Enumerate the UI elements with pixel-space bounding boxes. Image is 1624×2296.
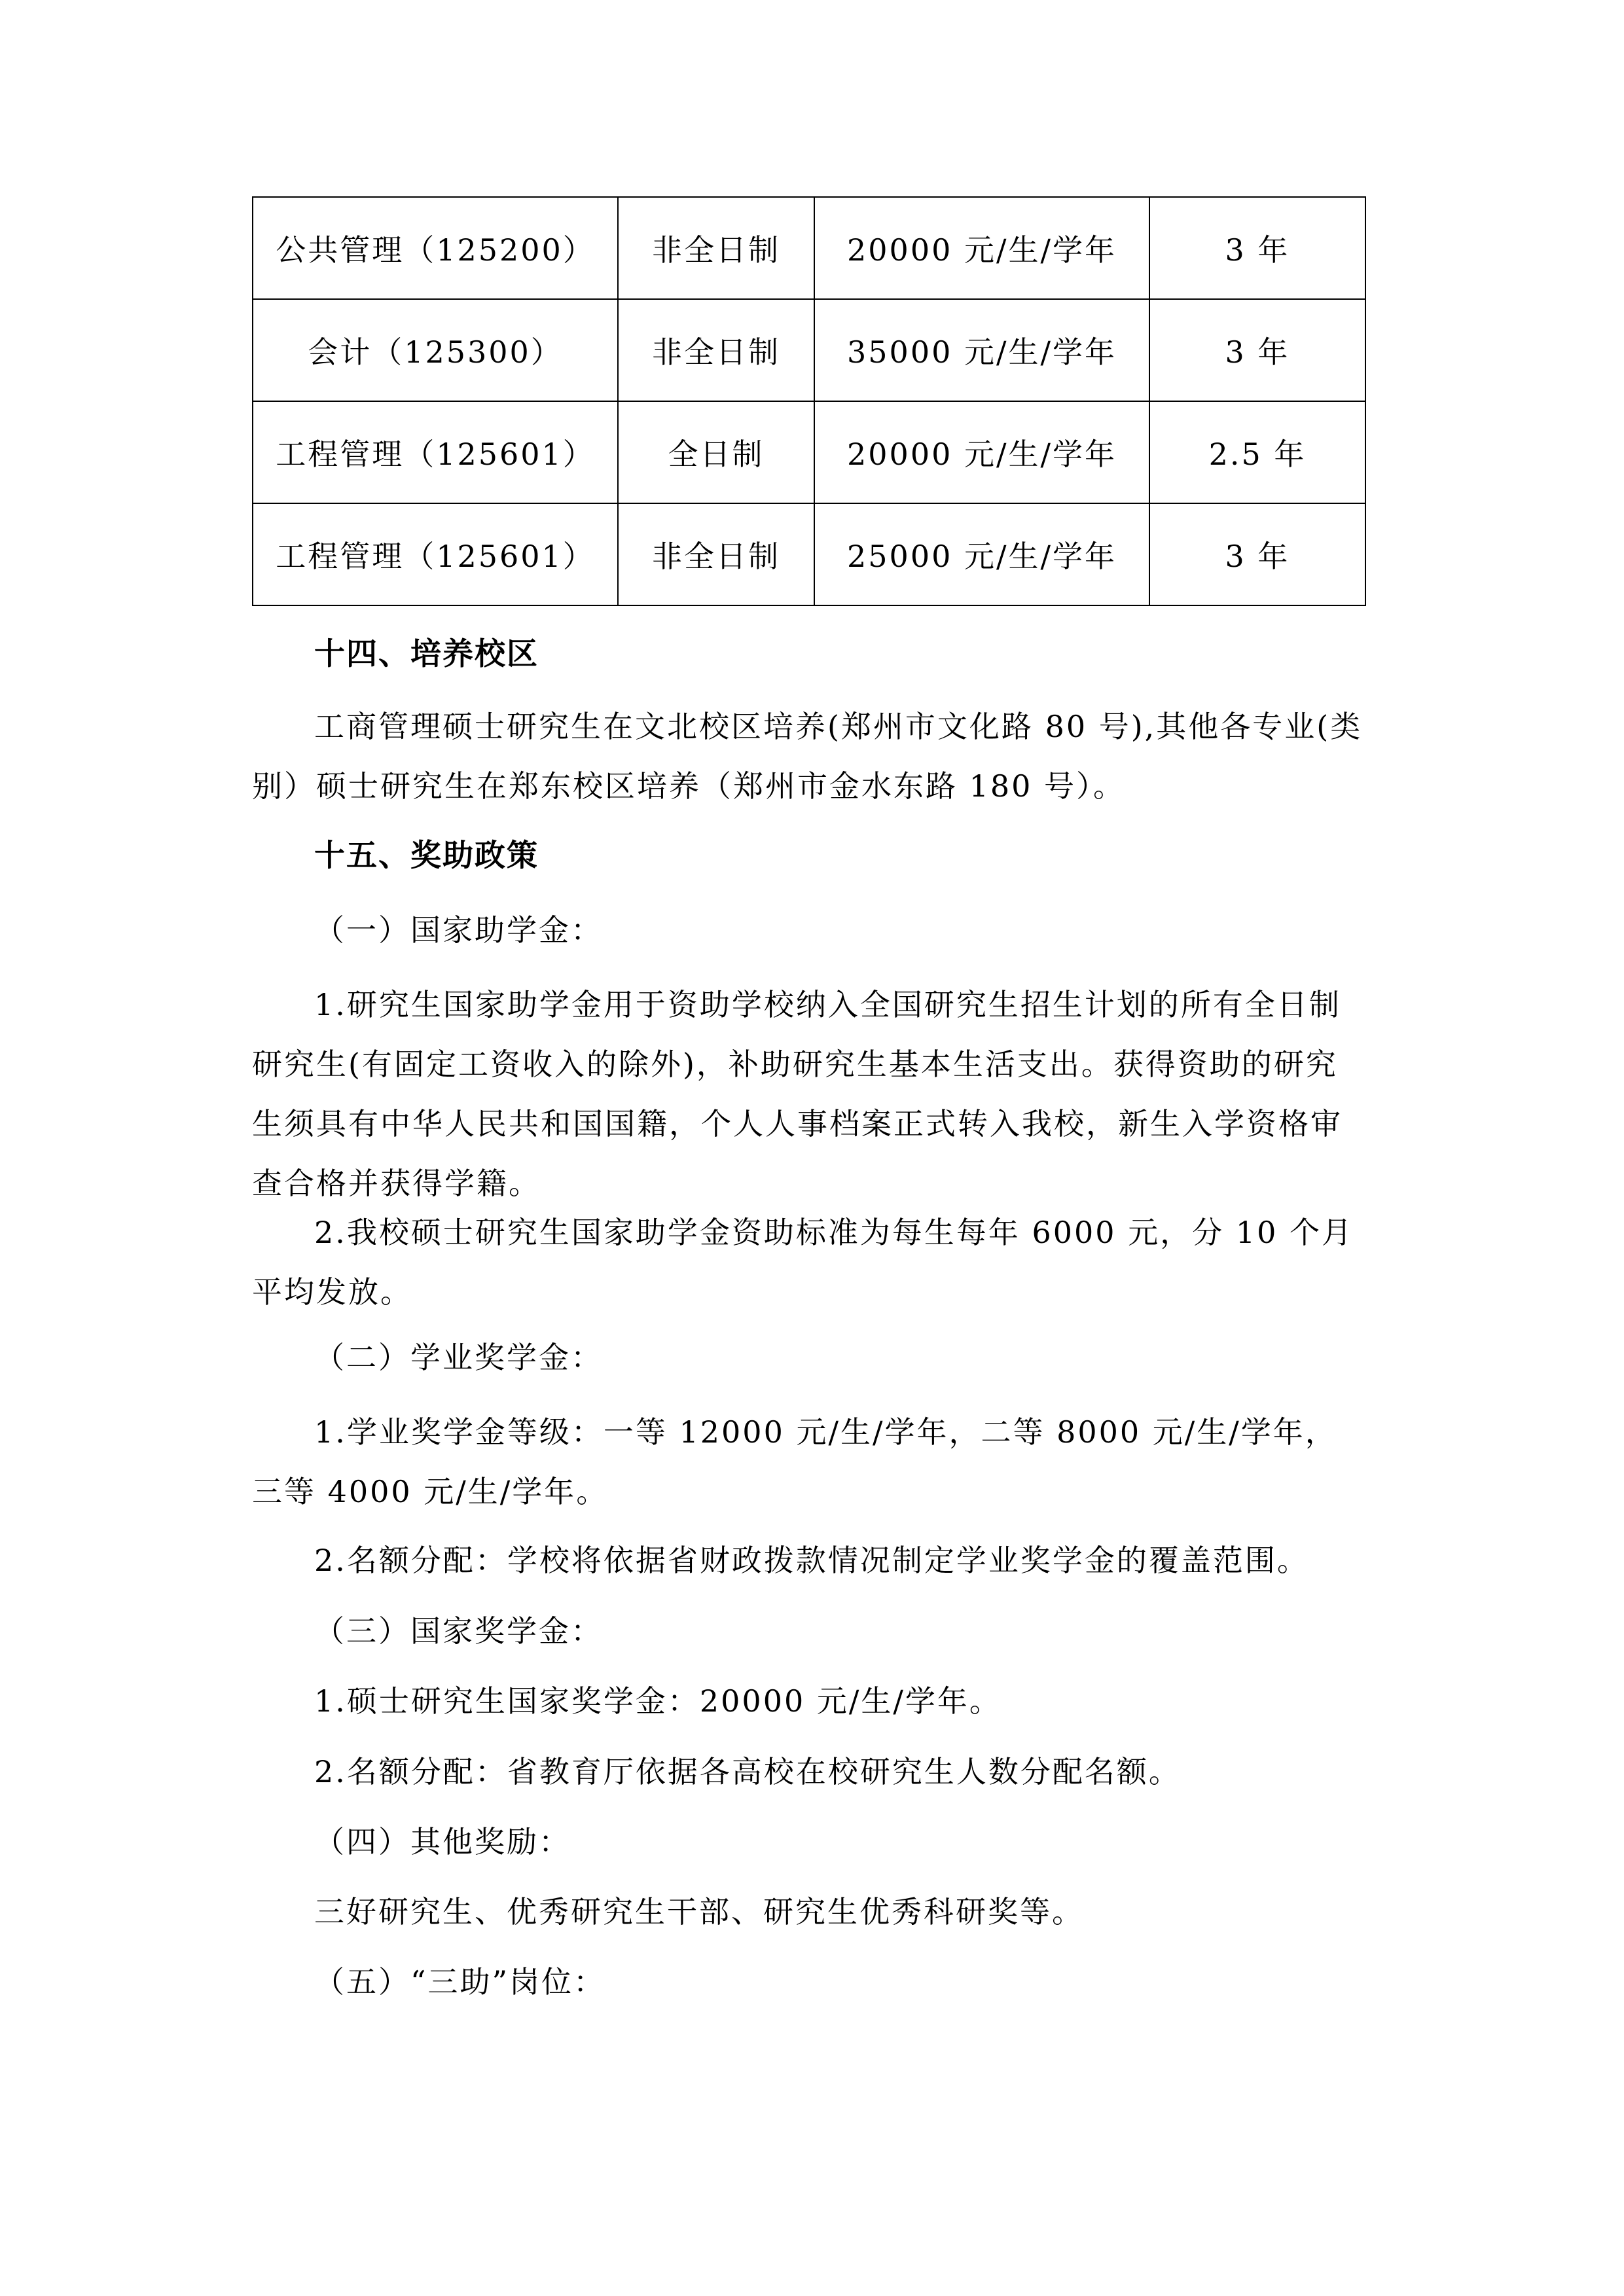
study-mode-cell: 非全日制: [618, 503, 814, 605]
national-grant-text-2: 2.我校硕士研究生国家助学金资助标准为每生每年 6000 元，分 10 个月平均发放。: [252, 1215, 1354, 1310]
tuition-fee-cell: 35000 元/生/学年: [814, 299, 1149, 401]
program-cell: 工程管理（125601）: [253, 401, 618, 503]
subheading-other-awards: （四）其他奖励：: [314, 1824, 571, 1859]
national-grant-text-1: 1.研究生国家助学金用于资助学校纳入全国研究生招生计划的所有全日制研究生(有固定工资收入的除外)，补助研究生基本生活支出。获得资助的研究生须具有中华人民共和国国籍，个人人事档案正式转入我校，新生入学资格审查合格并获得学籍。: [252, 987, 1343, 1201]
campus-text: 工商管理硕士研究生在文北校区培养(郑州市文化路 80 号),其他各专业(类别）硕士研究生在郑东校区培养（郑州市金水东路 180 号）。: [252, 709, 1363, 804]
subheading-assistantships: （五）“三助”岗位：: [314, 1964, 606, 2000]
subheading-national-scholarship: （三）国家奖学金：: [314, 1613, 603, 1649]
academic-scholarship-paragraph-1: [252, 1403, 1365, 1522]
national-grant-paragraph-2: [252, 1203, 1365, 1322]
subheading-academic-scholarship: （二）学业奖学金：: [314, 1340, 603, 1375]
tuition-table: [252, 196, 1366, 606]
tuition-fee-cell: 20000 元/生/学年: [814, 401, 1149, 503]
tuition-fee-cell: 20000 元/生/学年: [814, 197, 1149, 299]
program-cell: 会计（125300）: [253, 299, 618, 401]
section-heading-aid: 十五、奖助政策: [314, 838, 539, 874]
study-mode-cell: 非全日制: [618, 197, 814, 299]
duration-cell: 2.5 年: [1149, 401, 1365, 503]
duration-cell: 3 年: [1149, 503, 1365, 605]
national-scholarship-paragraph-1: 1.硕士研究生国家奖学金：20000 元/生/学年。: [314, 1683, 1001, 1719]
tuition-fee-cell: 25000 元/生/学年: [814, 503, 1149, 605]
study-mode-cell: 非全日制: [618, 299, 814, 401]
study-mode-cell: 全日制: [618, 401, 814, 503]
national-scholarship-paragraph-2: 2.名额分配：省教育厅依据各高校在校研究生人数分配名额。: [314, 1754, 1181, 1789]
table-row: [253, 401, 1365, 503]
program-cell: 公共管理（125200）: [253, 197, 618, 299]
academic-scholarship-paragraph-2: 2.名额分配：学校将依据省财政拨款情况制定学业奖学金的覆盖范围。: [314, 1543, 1309, 1578]
campus-paragraph: [252, 697, 1365, 816]
table-row: [253, 299, 1365, 401]
table-row: [253, 503, 1365, 605]
table-row: [253, 197, 1365, 299]
program-cell: 工程管理（125601）: [253, 503, 618, 605]
national-grant-paragraph-1: [252, 975, 1365, 1213]
duration-cell: 3 年: [1149, 299, 1365, 401]
academic-scholarship-text-1: 1.学业奖学金等级：一等 12000 元/生/学年，二等 8000 元/生/学年，三等 4000 元/生/学年。: [252, 1414, 1337, 1509]
duration-cell: 3 年: [1149, 197, 1365, 299]
other-awards-paragraph: 三好研究生、优秀研究生干部、研究生优秀科研奖等。: [314, 1894, 1084, 1929]
section-heading-campus: 十四、培养校区: [314, 636, 539, 672]
subheading-national-grant: （一）国家助学金：: [314, 912, 603, 948]
